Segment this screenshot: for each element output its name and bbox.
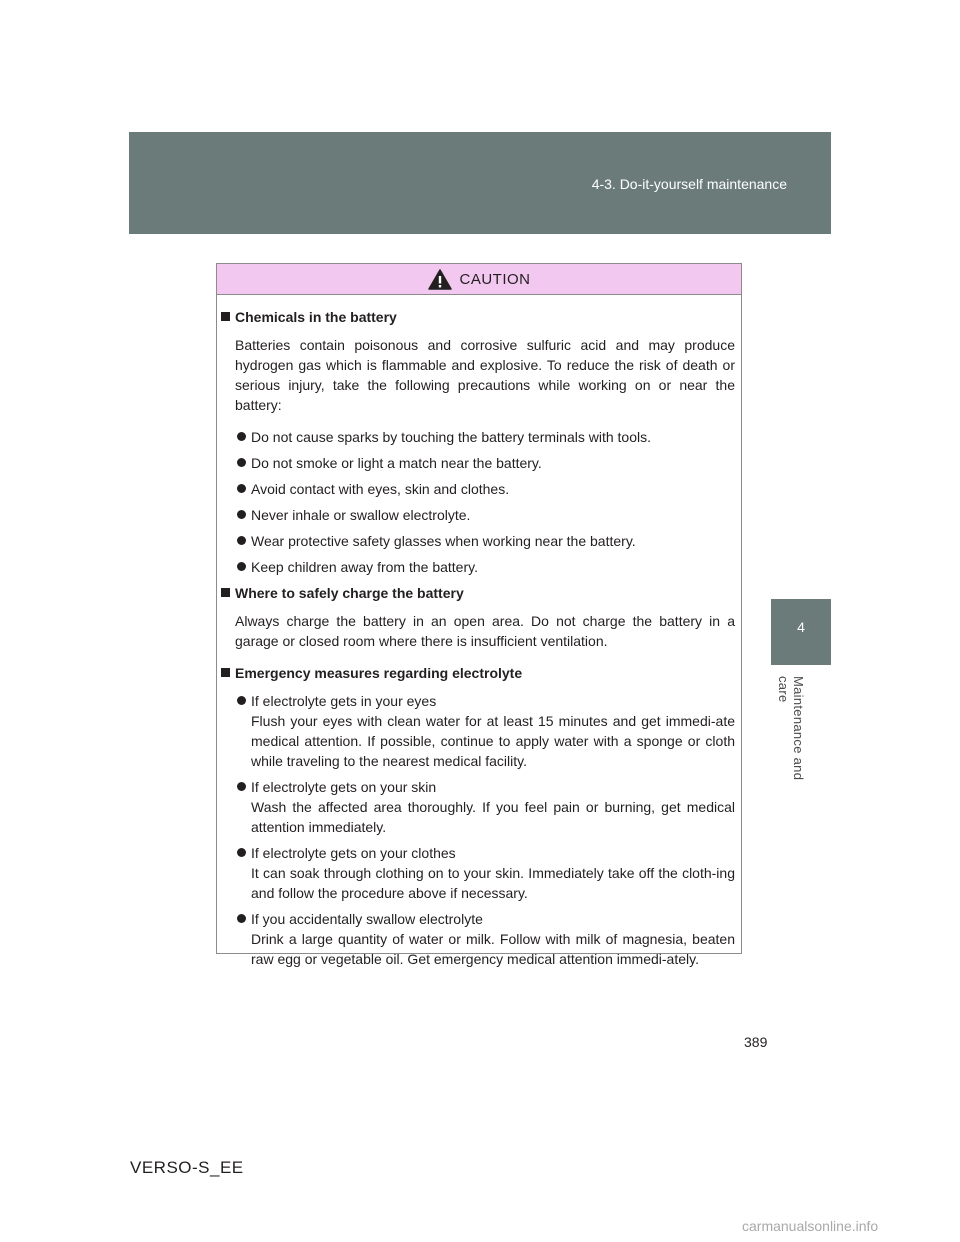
caution-title: CAUTION	[459, 270, 531, 288]
round-bullet-icon	[237, 484, 246, 493]
bullet-text: Do not cause sparks by touching the battery terminals with tools.	[251, 429, 651, 445]
round-bullet-icon	[237, 432, 246, 441]
section-title: 4-3. Do-it-yourself maintenance	[591, 176, 787, 192]
section-heading	[217, 583, 735, 603]
bullet-text: Avoid contact with eyes, skin and clothes.	[251, 481, 510, 497]
section-paragraph: Batteries contain poisonous and corrosive sulfuric acid and may produce hydrogen gas which is flammable and explosive. To reduce the risk of death or serious injury, take the following precautions while working on or near the battery:	[235, 337, 735, 413]
list-item	[235, 691, 735, 771]
section-paragraph: Always charge the battery in an open area. Do not charge the battery in a garage or closed room where there is insufficient ventilation.	[235, 613, 735, 649]
round-bullet-icon	[237, 510, 246, 519]
caution-body	[217, 295, 741, 969]
list-item	[235, 557, 735, 577]
round-bullet-icon	[237, 562, 246, 571]
round-bullet-icon	[237, 458, 246, 467]
bullet-list	[217, 691, 735, 969]
square-bullet-icon	[221, 588, 230, 597]
list-item	[235, 479, 735, 499]
list-item	[235, 427, 735, 447]
chapter-number: 4	[797, 619, 805, 635]
list-item	[235, 453, 735, 473]
bullet-text: Keep children away from the battery.	[251, 559, 478, 575]
bullet-detail: Wash the affected area thoroughly. If you feel pain or burning, get medical attention immediately.	[251, 799, 735, 835]
section-heading-text: Emergency measures regarding electrolyte	[235, 665, 523, 681]
bullet-detail: Drink a large quantity of water or milk. Follow with milk of magnesia, beaten raw egg or vegetable oil. Get emergency medical attention immedi-ately.	[251, 931, 735, 967]
chapter-label: Maintenance and care	[776, 676, 806, 781]
bullet-lead: If electrolyte gets on your clothes	[251, 845, 456, 861]
caution-header	[217, 264, 741, 295]
header-band	[129, 132, 831, 234]
list-item	[235, 531, 735, 551]
warning-triangle-icon	[428, 269, 452, 290]
bullet-lead: If you accidentally swallow electrolyte	[251, 911, 483, 927]
list-item	[235, 777, 735, 837]
round-bullet-icon	[237, 782, 246, 791]
bullet-lead: If electrolyte gets on your skin	[251, 779, 437, 795]
chapter-tab	[771, 599, 831, 665]
list-item	[235, 909, 735, 969]
square-bullet-icon	[221, 668, 230, 677]
watermark-link[interactable]: carmanualsonline.info	[742, 1218, 879, 1234]
bullet-text: Do not smoke or light a match near the battery.	[251, 455, 542, 471]
model-code: VERSO-S_EE	[130, 1158, 244, 1177]
section-heading-text: Chemicals in the battery	[235, 309, 397, 325]
section-heading	[217, 663, 735, 683]
square-bullet-icon	[221, 312, 230, 321]
section-heading-text: Where to safely charge the battery	[235, 585, 464, 601]
bullet-text: Never inhale or swallow electrolyte.	[251, 507, 471, 523]
bullet-text: Wear protective safety glasses when working near the battery.	[251, 533, 636, 549]
caution-box	[216, 263, 742, 967]
list-item	[235, 505, 735, 525]
page-number: 389	[744, 1034, 768, 1050]
bullet-list	[217, 427, 735, 577]
round-bullet-icon	[237, 914, 246, 923]
list-item	[235, 843, 735, 903]
bullet-detail: Flush your eyes with clean water for at least 15 minutes and get immedi-ate medical attention. If possible, continue to apply water with a sponge or cloth while traveling to the nearest medical facility.	[251, 713, 735, 769]
round-bullet-icon	[237, 536, 246, 545]
bullet-lead: If electrolyte gets in your eyes	[251, 693, 437, 709]
bullet-detail: It can soak through clothing on to your skin. Immediately take off the cloth-ing and follow the procedure above if necessary.	[251, 865, 735, 901]
round-bullet-icon	[237, 696, 246, 705]
section-heading	[217, 307, 735, 327]
round-bullet-icon	[237, 848, 246, 857]
